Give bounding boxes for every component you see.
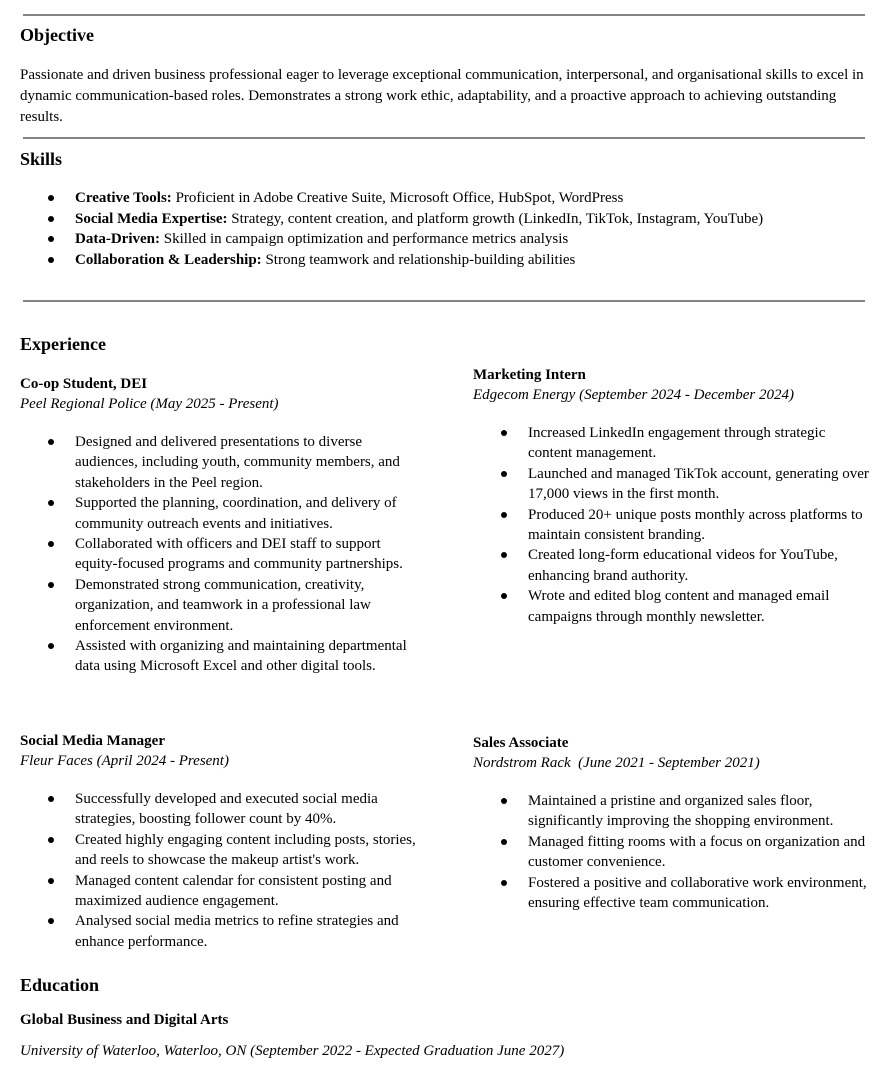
job-bullet: Assisted with organizing and maintaining departmental data using Microsoft Excel and other digital tools.: [20, 636, 420, 677]
skills-list: [20, 188, 763, 270]
skill-item: [20, 188, 763, 209]
skill-item: [20, 229, 763, 250]
job-bullets: [473, 791, 893, 913]
job-bullet: Successfully developed and executed social media strategies, boosting follower count by 40%.: [20, 789, 420, 830]
job-bullet: Created highly engaging content including posts, stories, and reels to showcase the makeup artist's work.: [20, 830, 420, 871]
bullet-icon: [501, 512, 507, 518]
job-coop-student: [20, 374, 440, 677]
job-bullet: Increased LinkedIn engagement through strategic content management.: [473, 423, 873, 464]
job-social-media-manager: [20, 731, 440, 952]
bullet-icon: [48, 439, 54, 445]
bullet-icon: [48, 918, 54, 924]
job-bullet: Collaborated with officers and DEI staff to support equity-focused programs and community partnerships.: [20, 534, 420, 575]
skills-heading: Skills: [20, 149, 63, 169]
job-bullet: Maintained a pristine and organized sales floor, significantly improving the shopping environment.: [473, 791, 873, 832]
education-heading: Education: [20, 975, 100, 995]
objective-heading: Objective: [20, 25, 94, 45]
bullet-icon: [501, 839, 507, 845]
job-bullet: Analysed social media metrics to refine strategies and enhance performance.: [20, 911, 420, 952]
job-bullet: Produced 20+ unique posts monthly across platforms to maintain consistent branding.: [473, 505, 873, 546]
skill-label: Collaboration & Leadership:: [75, 251, 262, 268]
bullet-icon: [48, 837, 54, 843]
job-bullet: Demonstrated strong communication, creativity, organization, and teamwork in a professional law enforcement environment.: [20, 575, 420, 636]
job-organization: Edgecom Energy (September 2024 - December 2024): [473, 387, 794, 403]
skill-text: Strong teamwork and relationship-building abilities: [261, 251, 576, 268]
bullet-icon: [501, 798, 507, 804]
skill-text: Skilled in campaign optimization and performance metrics analysis: [159, 231, 569, 247]
education-degree: Global Business and Digital Arts: [20, 1012, 229, 1028]
bullet-icon: [501, 552, 507, 558]
skill-item: [20, 209, 763, 230]
job-title: Co-op Student, DEI: [20, 376, 148, 392]
job-bullet: Wrote and edited blog content and managed email campaigns through monthly newsletter.: [473, 586, 873, 627]
divider-top: [23, 14, 865, 16]
bullet-icon: [48, 236, 54, 242]
bullet-icon: [48, 195, 54, 201]
job-bullet: Managed content calendar for consistent posting and maximized audience engagement.: [20, 871, 420, 912]
objective-text: Passionate and driven business professional eager to leverage exceptional communication, interpersonal, and organisational skills to excel in dynamic communication-based roles. Demonstrates a strong work ethic, adaptability, and a proactive approach to achieving outstanding results.: [20, 67, 864, 125]
job-bullet: Created long-form educational videos for YouTube, enhancing brand authority.: [473, 545, 873, 586]
job-title: Sales Associate: [473, 735, 569, 751]
bullet-icon: [48, 500, 54, 506]
skill-item: [20, 250, 763, 271]
job-bullets: [20, 432, 440, 677]
job-organization: Peel Regional Police (May 2025 - Present): [20, 396, 279, 412]
job-bullet: Supported the planning, coordination, and delivery of community outreach events and initiatives.: [20, 493, 420, 534]
job-bullet: Managed fitting rooms with a focus on organization and customer convenience.: [473, 832, 873, 873]
bullet-icon: [501, 471, 507, 477]
bullet-icon: [48, 643, 54, 649]
bullet-icon: [501, 880, 507, 886]
divider-objective-skills: [23, 137, 865, 139]
job-title: Social Media Manager: [20, 733, 165, 749]
bullet-icon: [48, 582, 54, 588]
job-bullet: Launched and managed TikTok account, generating over 17,000 views in the first month.: [473, 464, 873, 505]
experience-heading: Experience: [20, 334, 106, 354]
bullet-icon: [48, 257, 54, 263]
divider-skills-experience: [23, 300, 865, 302]
bullet-icon: [48, 796, 54, 802]
skill-label: Creative Tools:: [75, 190, 172, 206]
bullet-icon: [501, 430, 507, 436]
bullet-icon: [48, 216, 54, 222]
education-school: University of Waterloo, Waterloo, ON (September 2022 - Expected Graduation June 2027): [20, 1043, 565, 1059]
job-bullet: Fostered a positive and collaborative work environment, ensuring effective team communication.: [473, 873, 873, 914]
job-bullets: [20, 789, 440, 952]
job-bullets: [473, 423, 893, 627]
skill-label: Social Media Expertise:: [75, 210, 228, 227]
job-title: Marketing Intern: [473, 367, 586, 383]
job-organization: Fleur Faces (April 2024 - Present): [20, 753, 229, 769]
skill-text: Proficient in Adobe Creative Suite, Microsoft Office, HubSpot, WordPress: [171, 190, 624, 206]
job-bullet: Designed and delivered presentations to diverse audiences, including youth, community members, and stakeholders in the Peel region.: [20, 432, 420, 493]
job-organization: Nordstrom Rack (June 2021 - September 2021): [473, 755, 760, 771]
job-sales-associate: [473, 733, 893, 913]
skill-text: Strategy, content creation, and platform growth (LinkedIn, TikTok, Instagram, YouTube): [227, 210, 764, 227]
bullet-icon: [48, 541, 54, 547]
bullet-icon: [48, 878, 54, 884]
job-marketing-intern: [473, 365, 893, 627]
bullet-icon: [501, 593, 507, 599]
skill-label: Data-Driven:: [75, 231, 160, 247]
